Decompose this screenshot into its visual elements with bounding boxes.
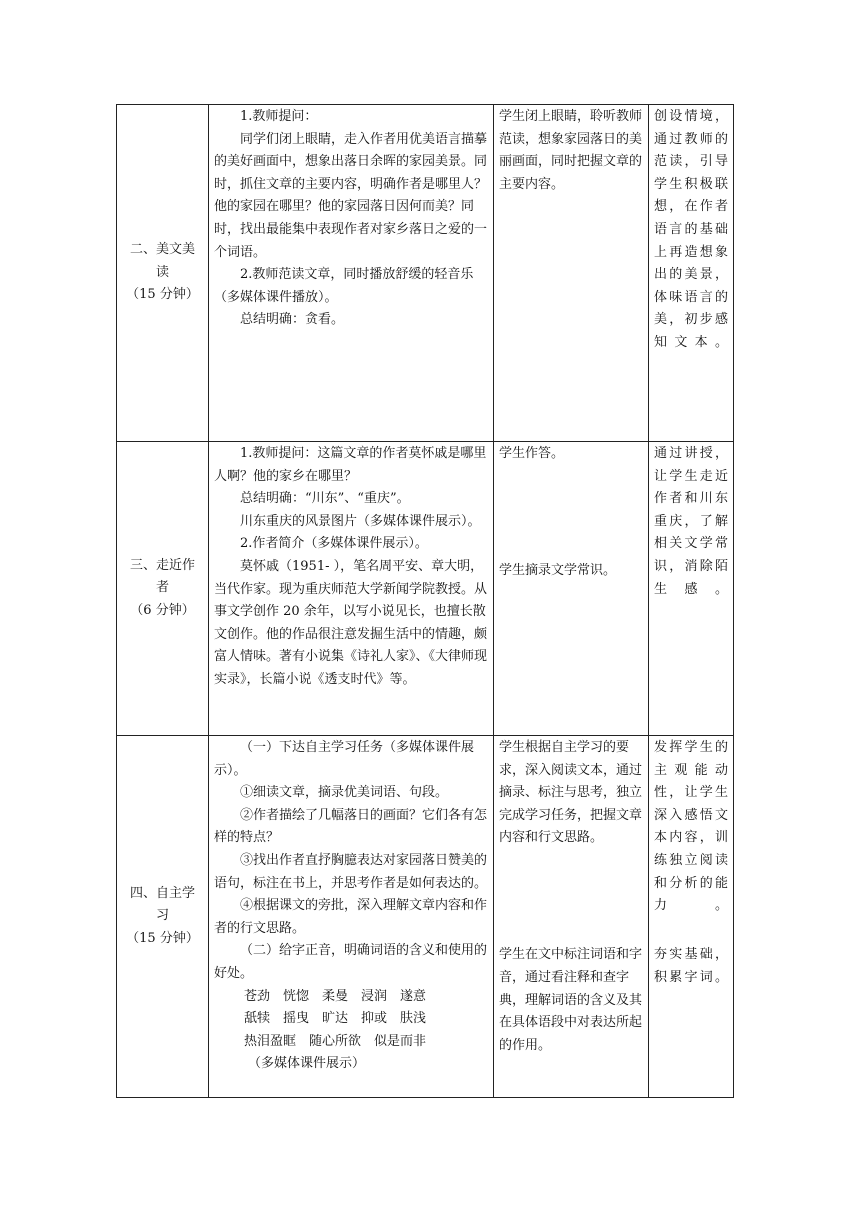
- stage-title-line: 习: [155, 908, 169, 924]
- vocabulary-note: （多媒体课件展示）: [248, 1056, 366, 1072]
- stage-duration: （15 分钟）: [126, 930, 199, 946]
- student-text: 学生闭上眼睛，聆听教师范读，想象家园落日的美丽画面，同时把握文章的主要内容。: [499, 109, 643, 192]
- stage-title-line: 四、自主学: [129, 885, 195, 901]
- teacher-text: ③找出作者直抒胸臆表达对家园落日赞美的语句，标注在书上，并思考作者是如何表达的。: [214, 852, 488, 891]
- stage-title-line: 读: [155, 264, 169, 280]
- vocabulary-line: 热泪盈眶 随心所欲 似是而非: [244, 1033, 427, 1049]
- teacher-text: 2.作者简介（多媒体课件展示）。: [240, 536, 428, 552]
- design-intent-cell: [649, 736, 734, 1098]
- intent-text: 通过讲授，让学生走近作者和川东重庆，了解相关文学常识，消除陌生感。: [654, 446, 728, 597]
- student-activity-cell: [494, 442, 649, 736]
- intent-text: 夯实基础，积累字词。: [654, 947, 728, 985]
- vocabulary-line: 苍劲 恍惚 柔曼 浸润 遂意: [244, 988, 427, 1004]
- stage-title-line: 三、走近作: [129, 557, 195, 573]
- teacher-text: ②作者描绘了几幅落日的画面？它们各有怎样的特点？: [214, 807, 488, 846]
- table-row: [117, 736, 734, 1098]
- table-row: [117, 442, 734, 736]
- teacher-text: ①细读文章，摘录优美词语、句段。: [240, 785, 449, 801]
- lesson-plan-table: [116, 104, 734, 1098]
- teacher-text: （二）给字正音，明确词语的含义和使用的好处。: [214, 943, 488, 981]
- stage-cell: [117, 442, 209, 736]
- stage-title-line: 二、美文美: [129, 242, 195, 258]
- table-row: [117, 105, 734, 442]
- teacher-text: （一）下达自主学习任务（多媒体课件展示）。: [214, 740, 475, 778]
- student-text: 学生作答。: [499, 446, 565, 461]
- teacher-text: 同学们闭上眼睛，走入作者用优美语言描摹的美好画面中，想象出落日余晖的家园美景。同时，抓住文章的主要内容，明确作者是哪里人？他的家园在哪里？他的家园落日因何而美？同时，找出最能集中表现作者对家乡落日之爱的一个词语。: [214, 131, 488, 260]
- student-activity-cell: [494, 105, 649, 442]
- intent-text: 发挥学生的主观能动性，让学生深入感悟文本内容，训练独立阅读和分析的能力。: [654, 740, 728, 914]
- intent-text: 创设情境，通过教师的范读，引导学生积极联想，在作者语言的基础上再造想象出的美景，体味语言的美，初步感知文本。: [654, 109, 728, 350]
- teacher-text: 总结明确：贪看。: [240, 312, 345, 328]
- student-text: 学生摘录文学常识。: [499, 562, 617, 578]
- teacher-activity-cell: [209, 105, 494, 442]
- teacher-text: 1.教师提问：: [240, 109, 318, 124]
- stage-duration: （15 分钟）: [126, 287, 199, 303]
- stage-duration: （6 分钟）: [130, 602, 195, 618]
- teacher-text: 川东重庆的风景图片（多媒体课件展示）。: [240, 513, 481, 529]
- teacher-text: 总结明确：“川东”、“重庆”。: [240, 491, 410, 507]
- teacher-activity-cell: [209, 442, 494, 736]
- teacher-activity-cell: [209, 736, 494, 1098]
- student-text: 学生根据自主学习的要求，深入阅读文本，通过摘录、标注与思考，独立完成学习任务，把握文章内容和行文思路。: [499, 740, 643, 846]
- vocabulary-line: 舐犊 摇曳 旷达 抑或 肤浅: [244, 1011, 427, 1027]
- design-intent-cell: [649, 105, 734, 442]
- stage-cell: [117, 736, 209, 1098]
- student-text: 学生在文中标注词语和字音，通过看注释和查字典，理解词语的含义及其在具体语段中对表达所起的作用。: [499, 947, 643, 1053]
- stage-title-line: 者: [155, 580, 169, 596]
- teacher-text: ④根据课文的旁批，深入理解文章内容和作者的行文思路。: [214, 898, 488, 936]
- design-intent-cell: [649, 442, 734, 736]
- teacher-text: 1.教师提问：这篇文章的作者莫怀戚是哪里人啊？他的家乡在哪里？: [214, 446, 487, 484]
- teacher-text: 2.教师范读文章，同时播放舒缓的轻音乐（多媒体课件播放）。: [214, 267, 474, 305]
- student-activity-cell: [494, 736, 649, 1098]
- teacher-text: 莫怀戚（1951- ），笔名周平安、章大明，当代作家。现为重庆师范大学新闻学院教授。从事文学创作 20 余年，以写小说见长，也擅长散文创作。他的作品很注意发掘生活中的情趣，颇富人情味。著有小说集《诗礼人家》、《大律师现实录》，长篇小说《透支时代》等。: [214, 558, 488, 687]
- stage-cell: [117, 105, 209, 442]
